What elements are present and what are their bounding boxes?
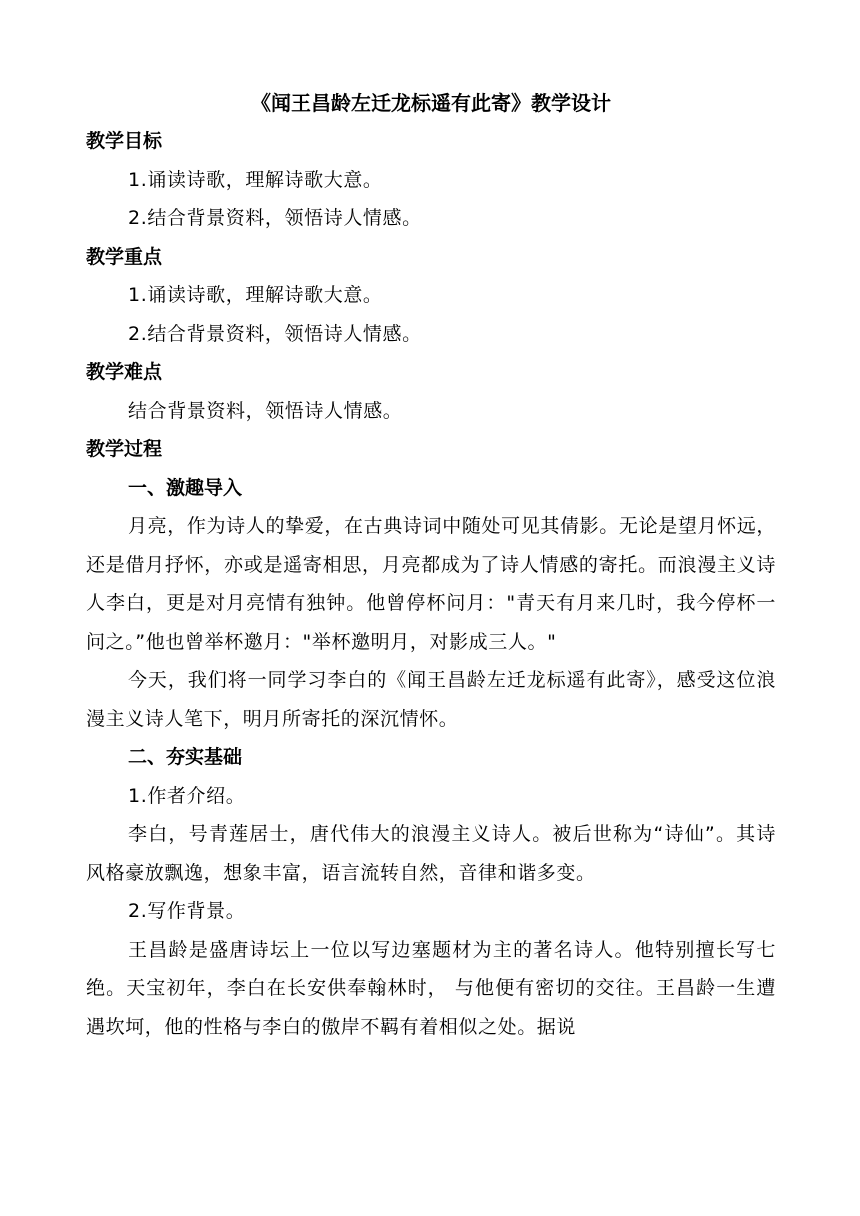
- part2-item: 1.作者介绍。: [128, 784, 246, 807]
- part2-heading: 二、夯实基础: [128, 746, 243, 768]
- goals-item: 1.诵读诗歌，理解诗歌大意。: [128, 168, 383, 191]
- key-points-item: 1.诵读诗歌，理解诗歌大意。: [128, 284, 383, 306]
- part1-paragraph: 今天，我们将一同学习李白的《闻王昌龄左迁龙标遥有此寄》，感受这位浪漫主义诗人笔下，明月所寄托的深沉情怀。: [86, 669, 776, 730]
- difficulties-heading: 教学难点: [86, 361, 163, 383]
- process-heading: 教学过程: [86, 438, 163, 460]
- document-body: [86, 84, 776, 1046]
- goals-item: 2.结合背景资料，领悟诗人情感。: [128, 207, 422, 229]
- part2-paragraph: 王昌龄是盛唐诗坛上一位以写边塞题材为主的著名诗人。他特别擅长写七绝。天宝初年，李白在长安供奉翰林时， 与他便有密切的交往。王昌龄一生遭遇坎坷，他的性格与李白的傲岸不羁有着相似之处。据说: [86, 938, 776, 1038]
- part1-paragraph: 月亮，作为诗人的挚爱，在古典诗词中随处可见其倩影。无论是望月怀远，还是借月抒怀，亦或是遥寄相思，月亮都成为了诗人情感的寄托。而浪漫主义诗人李白，更是对月亮情有独钟。他曾停杯问月："青天有月来几时，我今停杯一问之。”他也曾举杯邀月："举杯邀明月，对影成三人。": [86, 515, 776, 653]
- document-title: 《闻王昌龄左迁龙标遥有此寄》教学设计: [251, 91, 611, 115]
- key-points-item: 2.结合背景资料，领悟诗人情感。: [128, 322, 422, 345]
- difficulties-text: 结合背景资料，领悟诗人情感。: [128, 399, 403, 422]
- part2-item: 2.写作背景。: [128, 900, 246, 922]
- part2-paragraph: 李白，号青莲居士，唐代伟大的浪漫主义诗人。被后世称为“诗仙”。其诗风格豪放飘逸，想象丰富，语言流转自然，音律和谐多变。: [86, 823, 776, 884]
- key-points-heading: 教学重点: [86, 245, 163, 268]
- goals-heading: 教学目标: [86, 130, 163, 152]
- part1-heading: 一、激趣导入: [128, 476, 243, 499]
